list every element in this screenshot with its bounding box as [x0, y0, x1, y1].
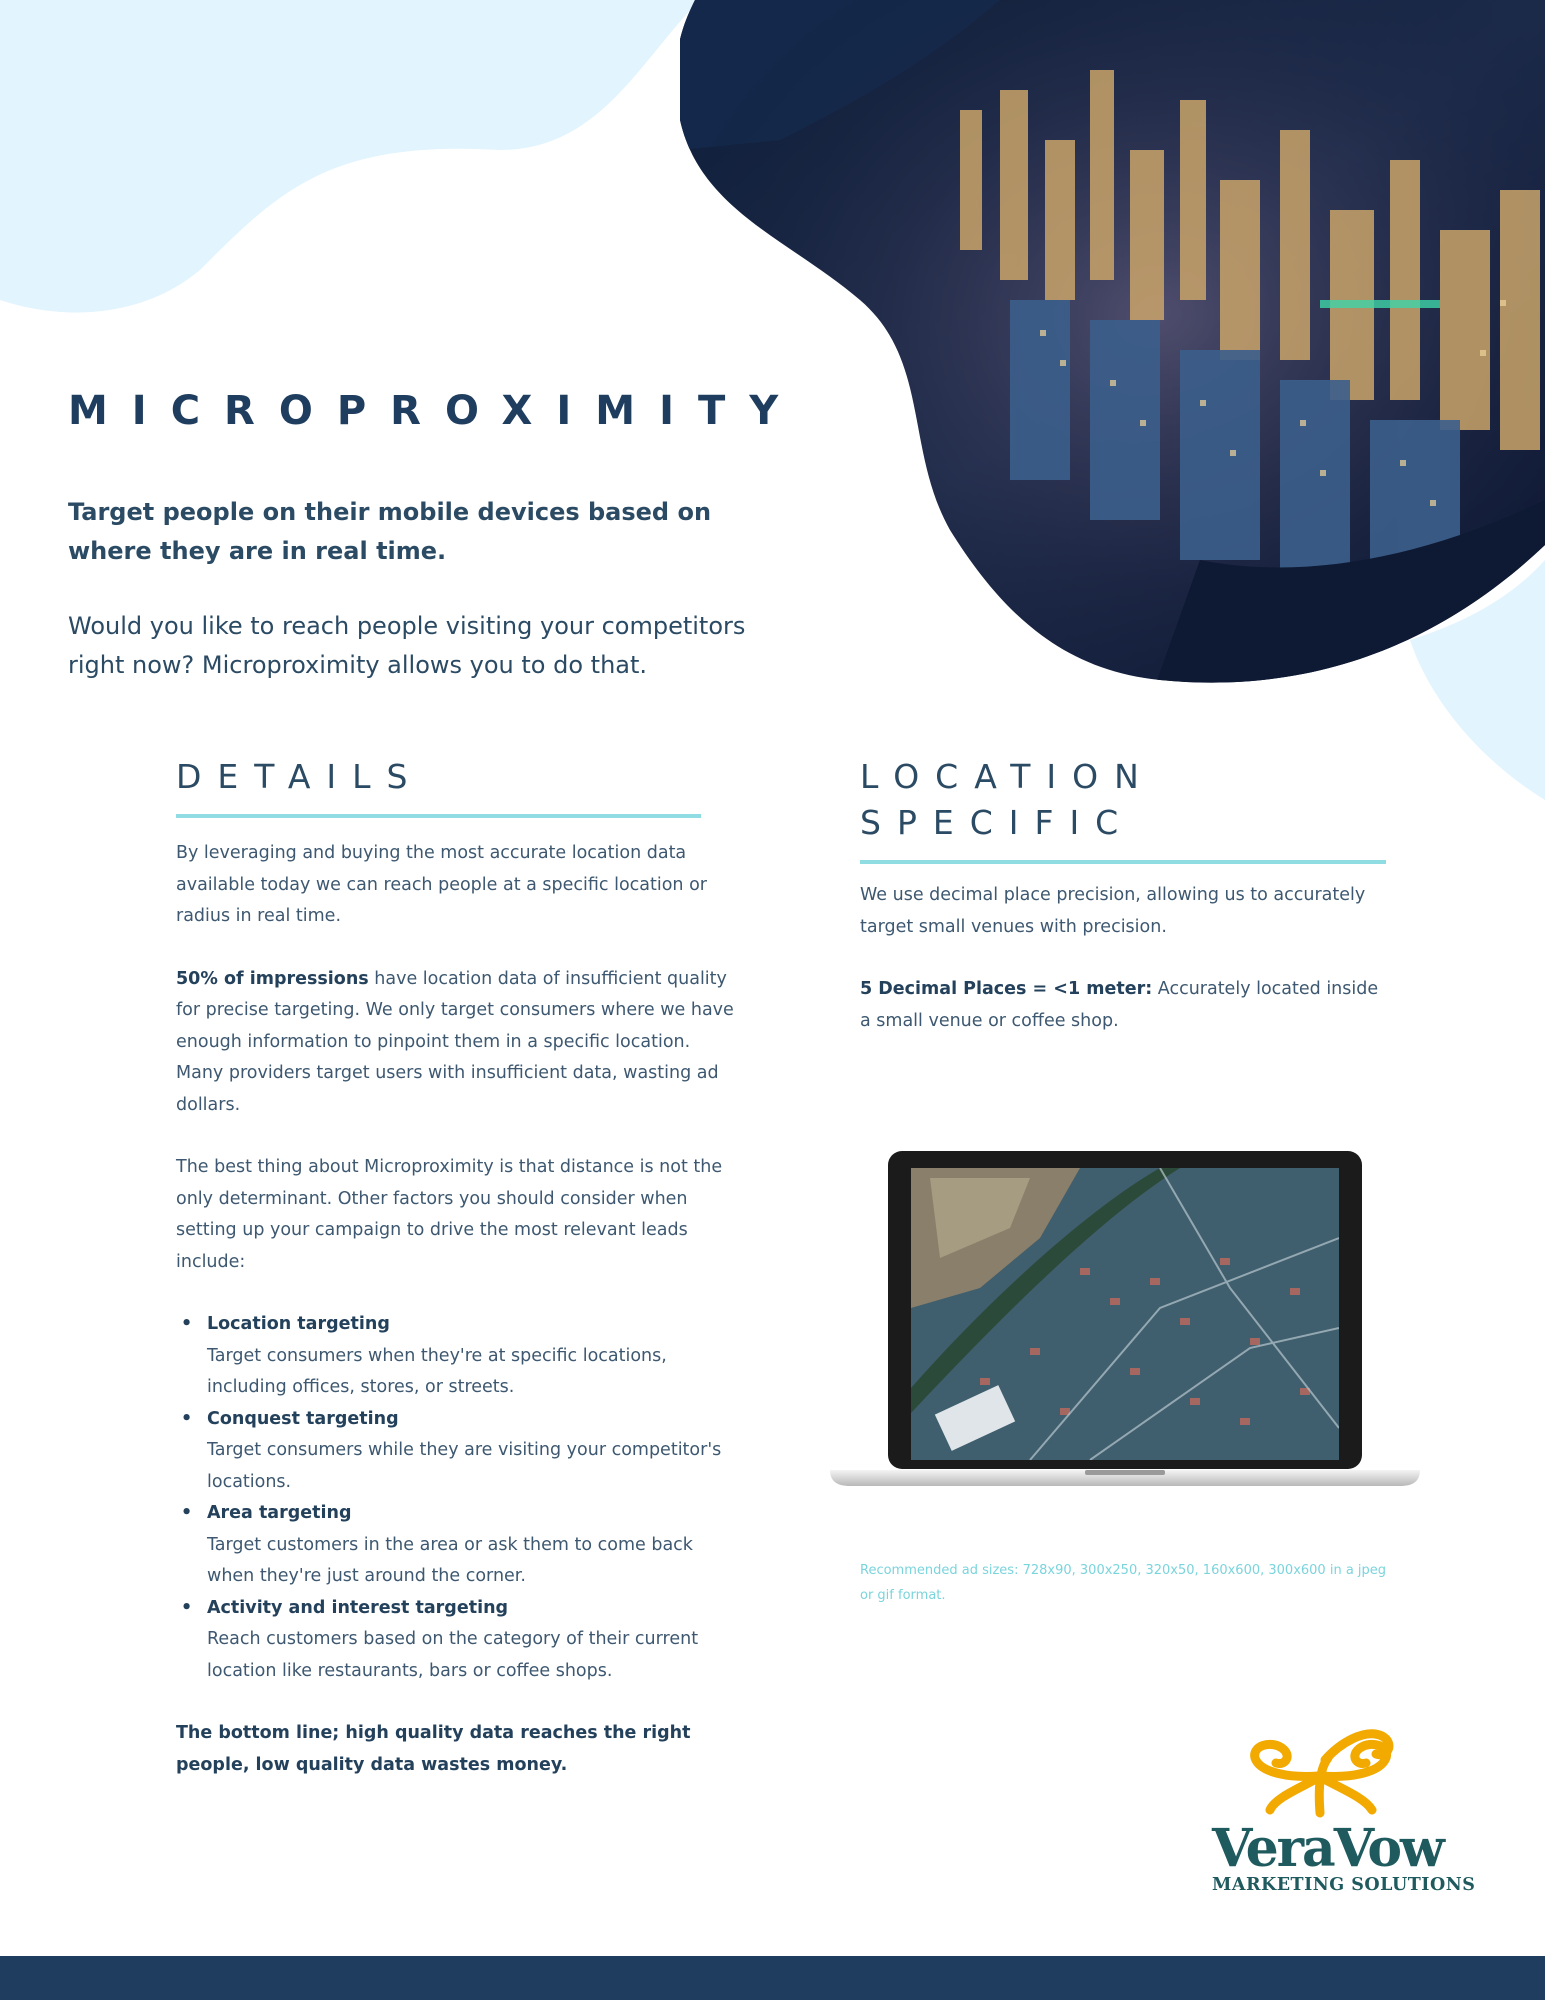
details-paragraph-2 — [176, 964, 736, 1122]
list-item — [176, 1404, 736, 1499]
list-item-title: • Conquest targeting — [207, 1408, 399, 1429]
list-item-text: Target customers in the area or ask them to come back when they're just around the corner. — [207, 1534, 693, 1586]
veravow-logo-icon — [1200, 1718, 1440, 1828]
logo-name: VeraVow — [1212, 1818, 1443, 1879]
ad-sizes-note: Recommended ad sizes: 728x90, 300x250, 320x50, 160x600, 300x600 in a jpeg or gif format. — [860, 1563, 1387, 1603]
city-night-photo — [0, 0, 1545, 700]
details-paragraph-2-text: have location data of insufficient quality for precise targeting. We only target consumers where we have enough information to pinpoint them in a specific location. Many providers target users with insufficient data, wasting ad dollars. — [176, 968, 734, 1115]
location-paragraph-2-text: Accurately located inside a small venue or coffee shop. — [860, 979, 1379, 1031]
list-item — [176, 1309, 736, 1404]
details-paragraph-1: By leveraging and buying the most accurate location data available today we can reach people at a specific location or radius in real time. — [176, 843, 707, 926]
intro-text: Would you like to reach people visiting your competitors right now? Microproximity allows you to do that. — [68, 612, 746, 679]
targeting-list — [176, 1309, 736, 1687]
list-item — [176, 1593, 736, 1688]
bottom-line-text: The bottom line; high quality data reaches the right people, low quality data wastes money. — [176, 1723, 691, 1775]
list-item-text: Target consumers while they are visiting your competitor's locations. — [207, 1440, 722, 1492]
details-divider — [176, 814, 701, 818]
list-item-title: • Location targeting — [207, 1314, 390, 1334]
details-body — [176, 838, 736, 1812]
location-heading-line-2: SPECIFIC — [860, 803, 1135, 842]
details-stat: 50% of impressions — [176, 968, 369, 989]
location-paragraph-1: We use decimal place precision, allowing us to accurately target small venues with precision. — [860, 885, 1366, 937]
lead-text: Target people on their mobile devices based on where they are in real time. — [68, 498, 712, 565]
logo-tagline: MARKETING SOLUTIONS — [1212, 1875, 1476, 1895]
precision-label: 5 Decimal Places = <1 meter: — [860, 979, 1153, 999]
list-item — [176, 1498, 736, 1593]
list-item-title: • Area targeting — [207, 1503, 352, 1523]
laptop-aerial-map-image — [830, 1148, 1430, 1498]
page-title: MICROPROXIMITY — [68, 388, 803, 434]
details-paragraph-3: The best thing about Microproximity is that distance is not the only determinant. Other factors you should consider when setting up your campaign to drive the most relevant leads include: — [176, 1157, 723, 1272]
location-heading — [860, 754, 1155, 846]
details-heading: DETAILS — [176, 757, 424, 796]
location-heading-line-1: LOCATION — [860, 757, 1155, 796]
veravow-logo-text — [1212, 1818, 1476, 1895]
location-paragraph-2 — [860, 974, 1390, 1037]
list-item-title: • Activity and interest targeting — [207, 1597, 509, 1618]
location-divider — [860, 860, 1386, 864]
footer-bar — [0, 1956, 1545, 2000]
location-body — [860, 880, 1390, 1068]
list-item-text: Reach customers based on the category of their current location like restaurants, bars or coffee shops. — [207, 1629, 699, 1681]
list-item-text: Target consumers when they're at specific locations, including offices, stores, or streets. — [207, 1345, 667, 1397]
